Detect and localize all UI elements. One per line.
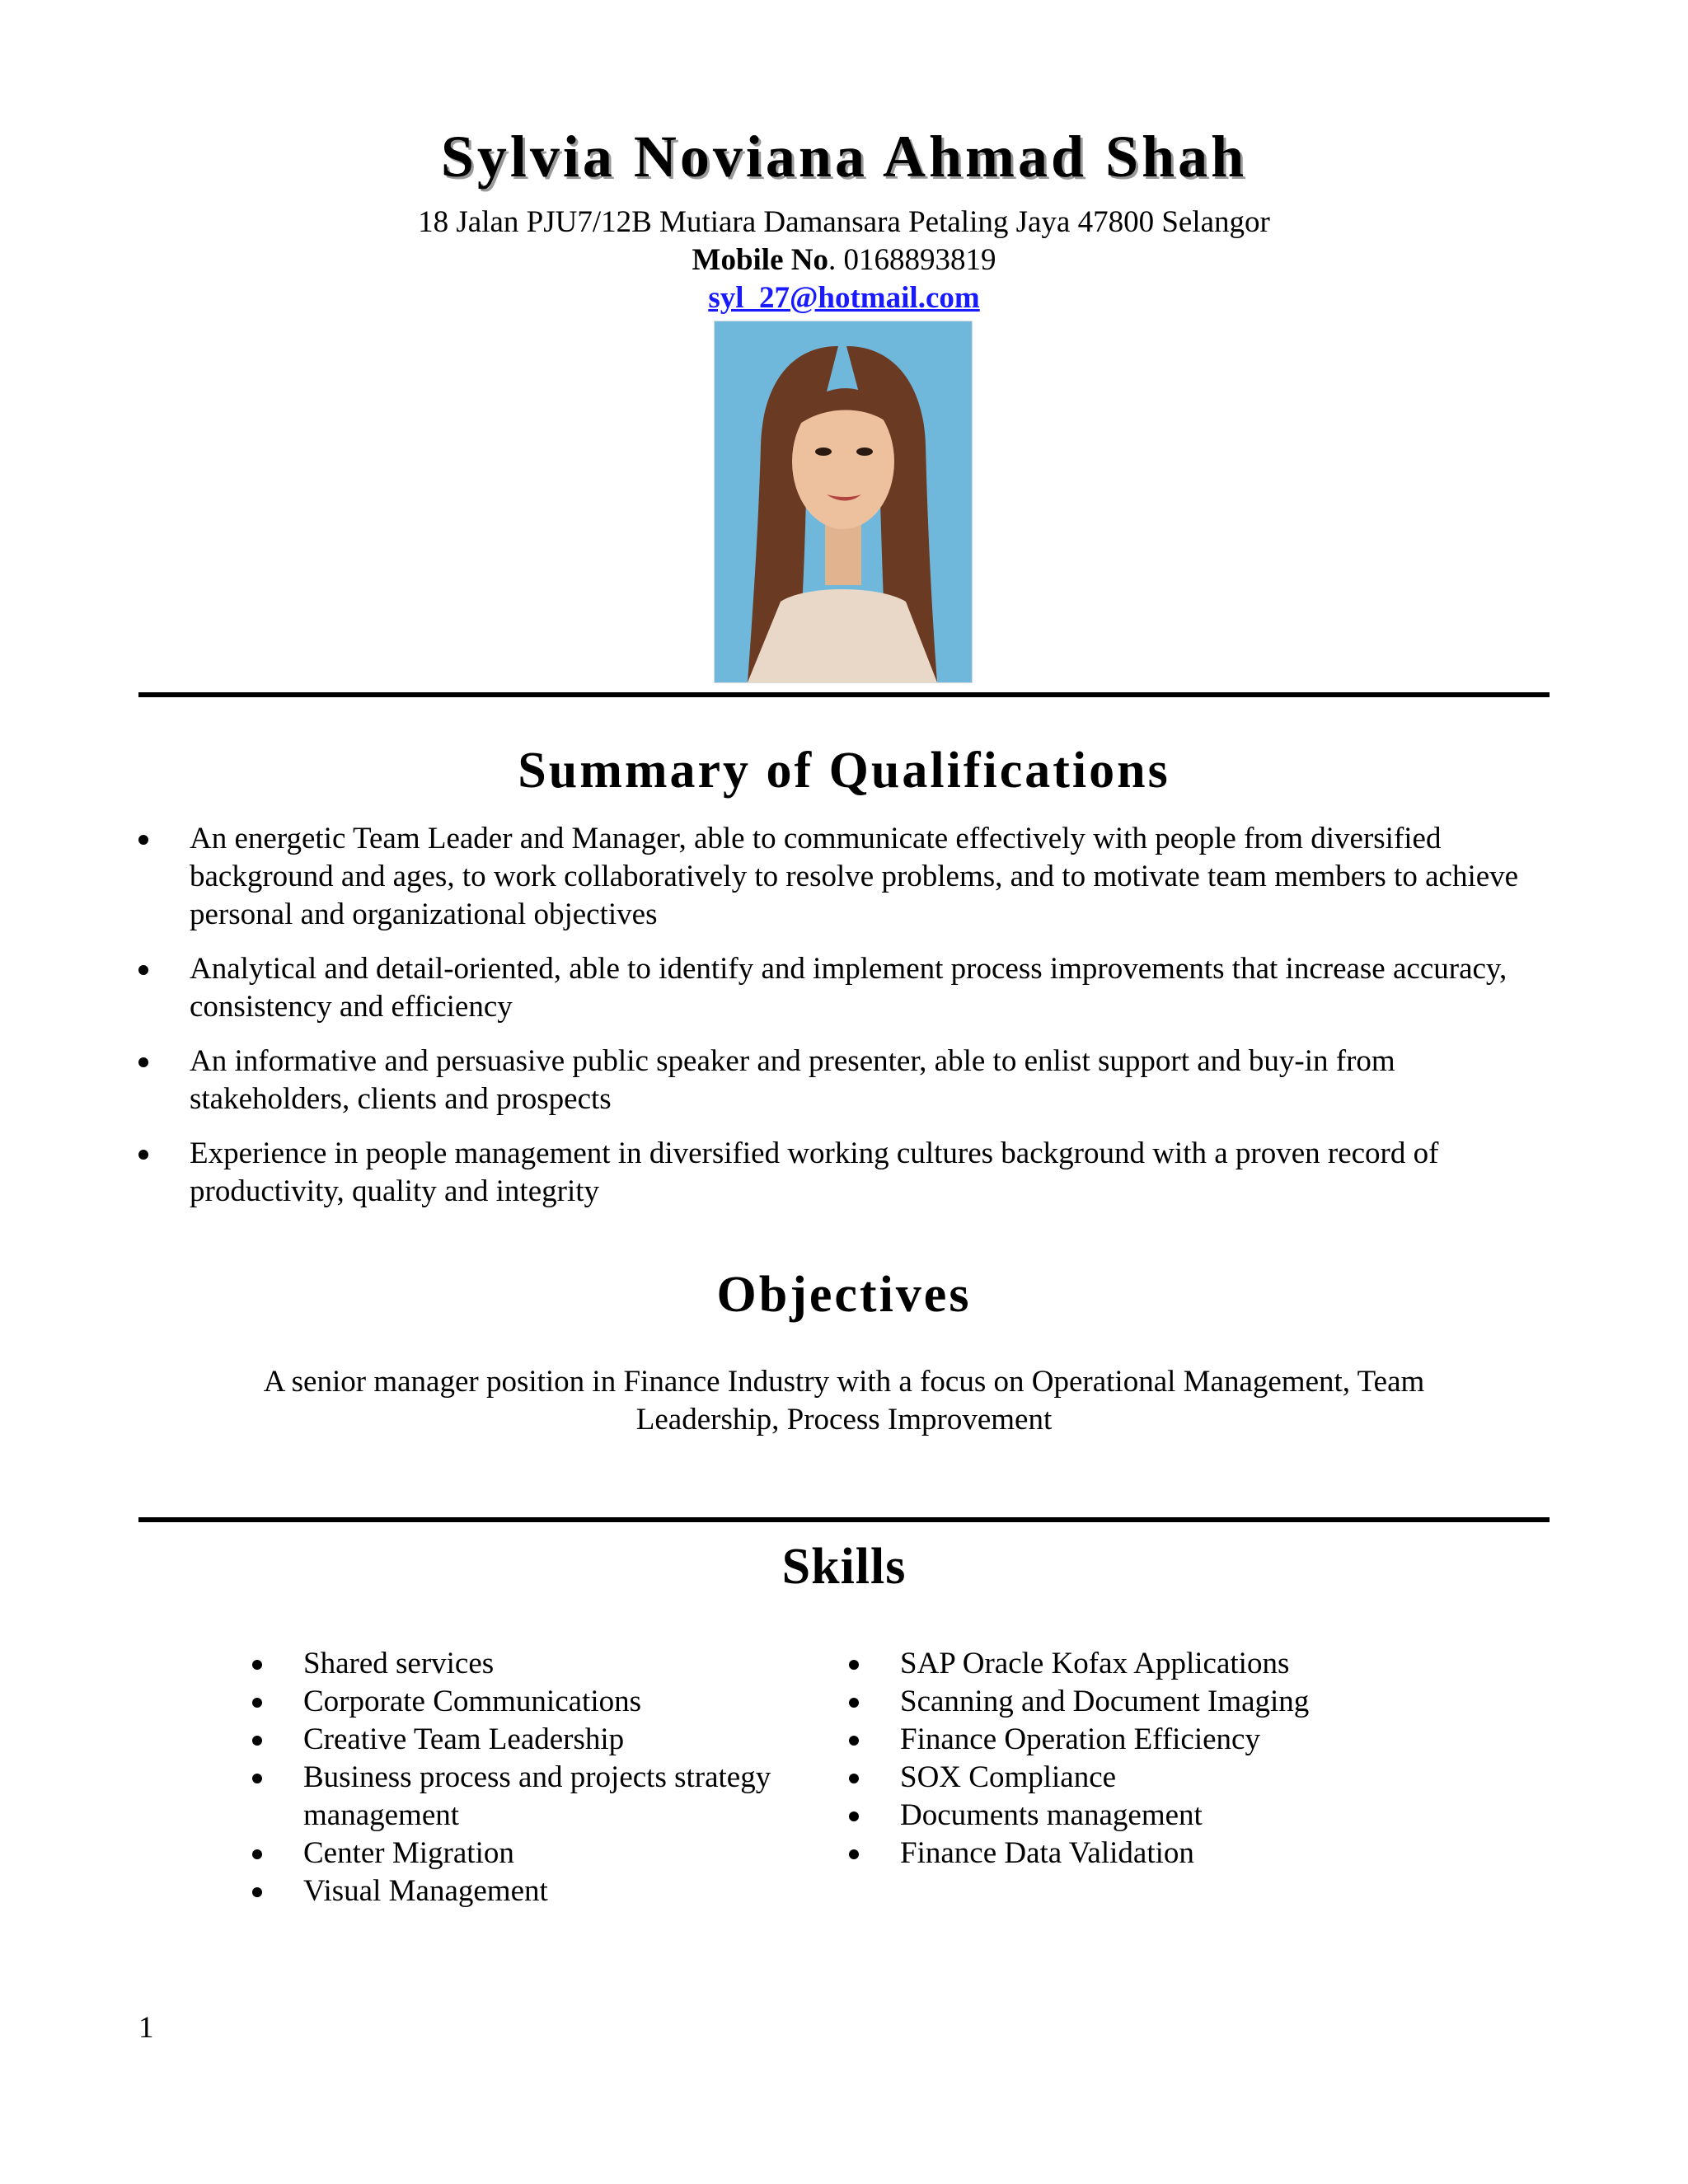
skill-item: Documents management: [849, 1797, 1475, 1835]
mobile-number: . 0168893819: [828, 243, 996, 277]
bullet-icon: [138, 1057, 148, 1067]
skills-list-right: [849, 1645, 1475, 1872]
profile-photo-illustration: [715, 321, 972, 682]
divider-top: [138, 692, 1550, 697]
summary-title: Summary of Qualifications: [518, 743, 1170, 799]
mobile-label: Mobile No: [692, 243, 828, 277]
skill-item: SAP Oracle Kofax Applications: [849, 1645, 1475, 1683]
address-line: 18 Jalan PJU7/12B Mutiara Damansara Petaling Jaya 47800 Selangor: [418, 205, 1270, 239]
bullet-icon: [138, 1150, 148, 1160]
summary-list: [138, 820, 1556, 1227]
skills-title: Skills: [781, 1539, 907, 1595]
skill-item: Creative Team Leadership: [252, 1721, 829, 1759]
bullet-icon: [252, 1887, 262, 1897]
bullet-icon: [252, 1736, 262, 1746]
bullet-icon: [252, 1849, 262, 1859]
bullet-icon: [849, 1774, 859, 1783]
eye-left: [815, 448, 832, 456]
bullet-icon: [252, 1660, 262, 1670]
skill-item: Finance Operation Efficiency: [849, 1721, 1475, 1759]
page-number: 1: [138, 2011, 154, 2045]
bullet-icon: [252, 1774, 262, 1783]
skill-item: Business process and projects strategy management: [252, 1759, 829, 1835]
bullet-icon: [849, 1660, 859, 1670]
email-line: [0, 279, 1688, 317]
candidate-name: Sylvia Noviana Ahmad Shah: [440, 124, 1248, 190]
bullet-icon: [849, 1811, 859, 1821]
skill-item: Shared services: [252, 1645, 829, 1683]
summary-item: An energetic Team Leader and Manager, able to communicate effectively with people from diversified background and ages, to work collaboratively to resolve problems, and to motivate team members to achieve personal and organizational objectives: [138, 820, 1556, 934]
bullet-icon: [138, 835, 148, 845]
bullet-icon: [252, 1698, 262, 1708]
summary-item: An informative and persuasive public speaker and presenter, able to enlist support and buy-in from stakeholders, clients and prospects: [138, 1043, 1556, 1118]
bullet-icon: [138, 965, 148, 975]
bullet-icon: [849, 1698, 859, 1708]
profile-photo: [714, 321, 973, 683]
bullet-icon: [849, 1849, 859, 1859]
bullet-icon: [849, 1736, 859, 1746]
objectives-title: Objectives: [716, 1267, 972, 1323]
skills-list-left: [252, 1645, 829, 1910]
email-link[interactable]: syl_27@hotmail.com: [708, 281, 980, 315]
skill-item: Corporate Communications: [252, 1683, 829, 1721]
mobile-line: [0, 241, 1688, 279]
eye-right: [856, 448, 873, 456]
skill-item: Finance Data Validation: [849, 1835, 1475, 1872]
skill-item: SOX Compliance: [849, 1759, 1475, 1797]
divider-middle: [138, 1517, 1550, 1522]
skill-item: Scanning and Document Imaging: [849, 1683, 1475, 1721]
skill-item: Visual Management: [252, 1872, 829, 1910]
objectives-text: A senior manager position in Finance Industry with a focus on Operational Management, Team Leadership, Process Improvement: [263, 1365, 1425, 1436]
skill-item: Center Migration: [252, 1835, 829, 1872]
summary-item: Experience in people management in diversified working cultures background with a proven record of productivity, quality and integrity: [138, 1135, 1556, 1211]
summary-item: Analytical and detail-oriented, able to identify and implement process improvements that increase accuracy, consistency and efficiency: [138, 950, 1556, 1026]
